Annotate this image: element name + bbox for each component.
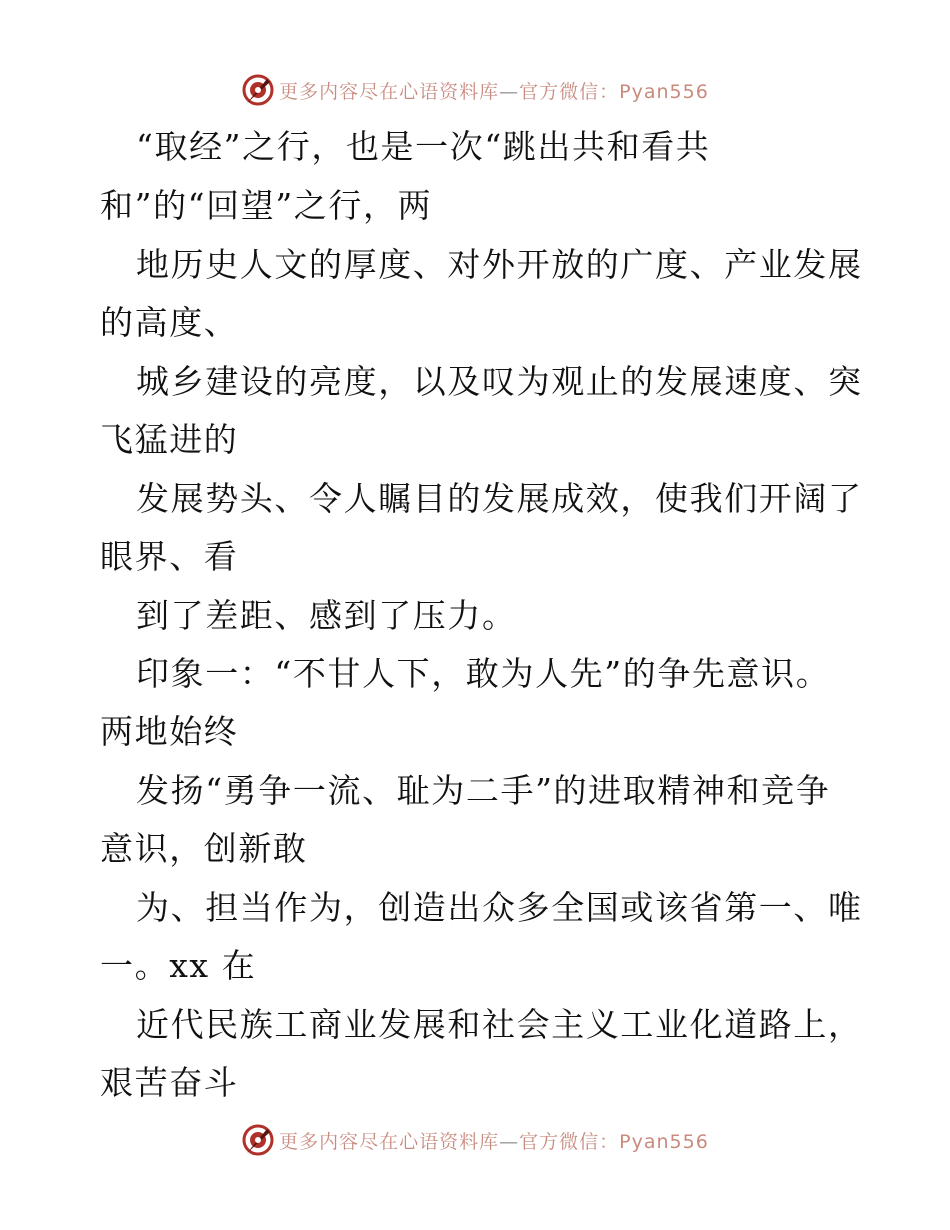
text-line: 地历史人文的厚度、对外开放的广度、产业发展: [136, 245, 863, 284]
quill-seal-icon: [241, 1123, 275, 1157]
footer-banner-text: 更多内容尽在心语资料库—官方微信：Pyan556: [279, 1130, 709, 1153]
text-line: 发展势头、令人瞩目的发展成效，使我们开阔了: [136, 479, 863, 518]
text-line: 为、担当作为，创造出众多全国或该省第一、唯: [136, 888, 863, 927]
text-line: 发扬“勇争一流、耻为二手”的进取精神和竞争: [136, 771, 831, 810]
text-line: 和”的“回望”之行，两: [100, 186, 433, 225]
text-line: 一。xx 在: [100, 946, 257, 985]
text-line: “取经”之行，也是一次“跳出共和看共: [136, 127, 711, 166]
text-line: 印象一：“不甘人下，敢为人先”的争先意识。: [136, 654, 831, 693]
text-line: 近代民族工商业发展和社会主义工业化道路上，: [136, 1005, 863, 1044]
text-line: 眼界、看: [100, 537, 239, 576]
text-line: 的高度、: [100, 303, 239, 342]
text-line: 艰苦奋斗: [100, 1063, 239, 1102]
text-line: 城乡建设的亮度，以及叹为观止的发展速度、突: [136, 362, 863, 401]
text-line: 飞猛进的: [100, 420, 239, 459]
text-line: 到了差距、感到了压力。: [136, 596, 517, 635]
footer-banner: [0, 1120, 950, 1160]
text-line: 意识，创新敢: [100, 829, 308, 868]
header-banner-text: 更多内容尽在心语资料库—官方微信：Pyan556: [279, 80, 709, 103]
text-line: 两地始终: [100, 712, 239, 751]
